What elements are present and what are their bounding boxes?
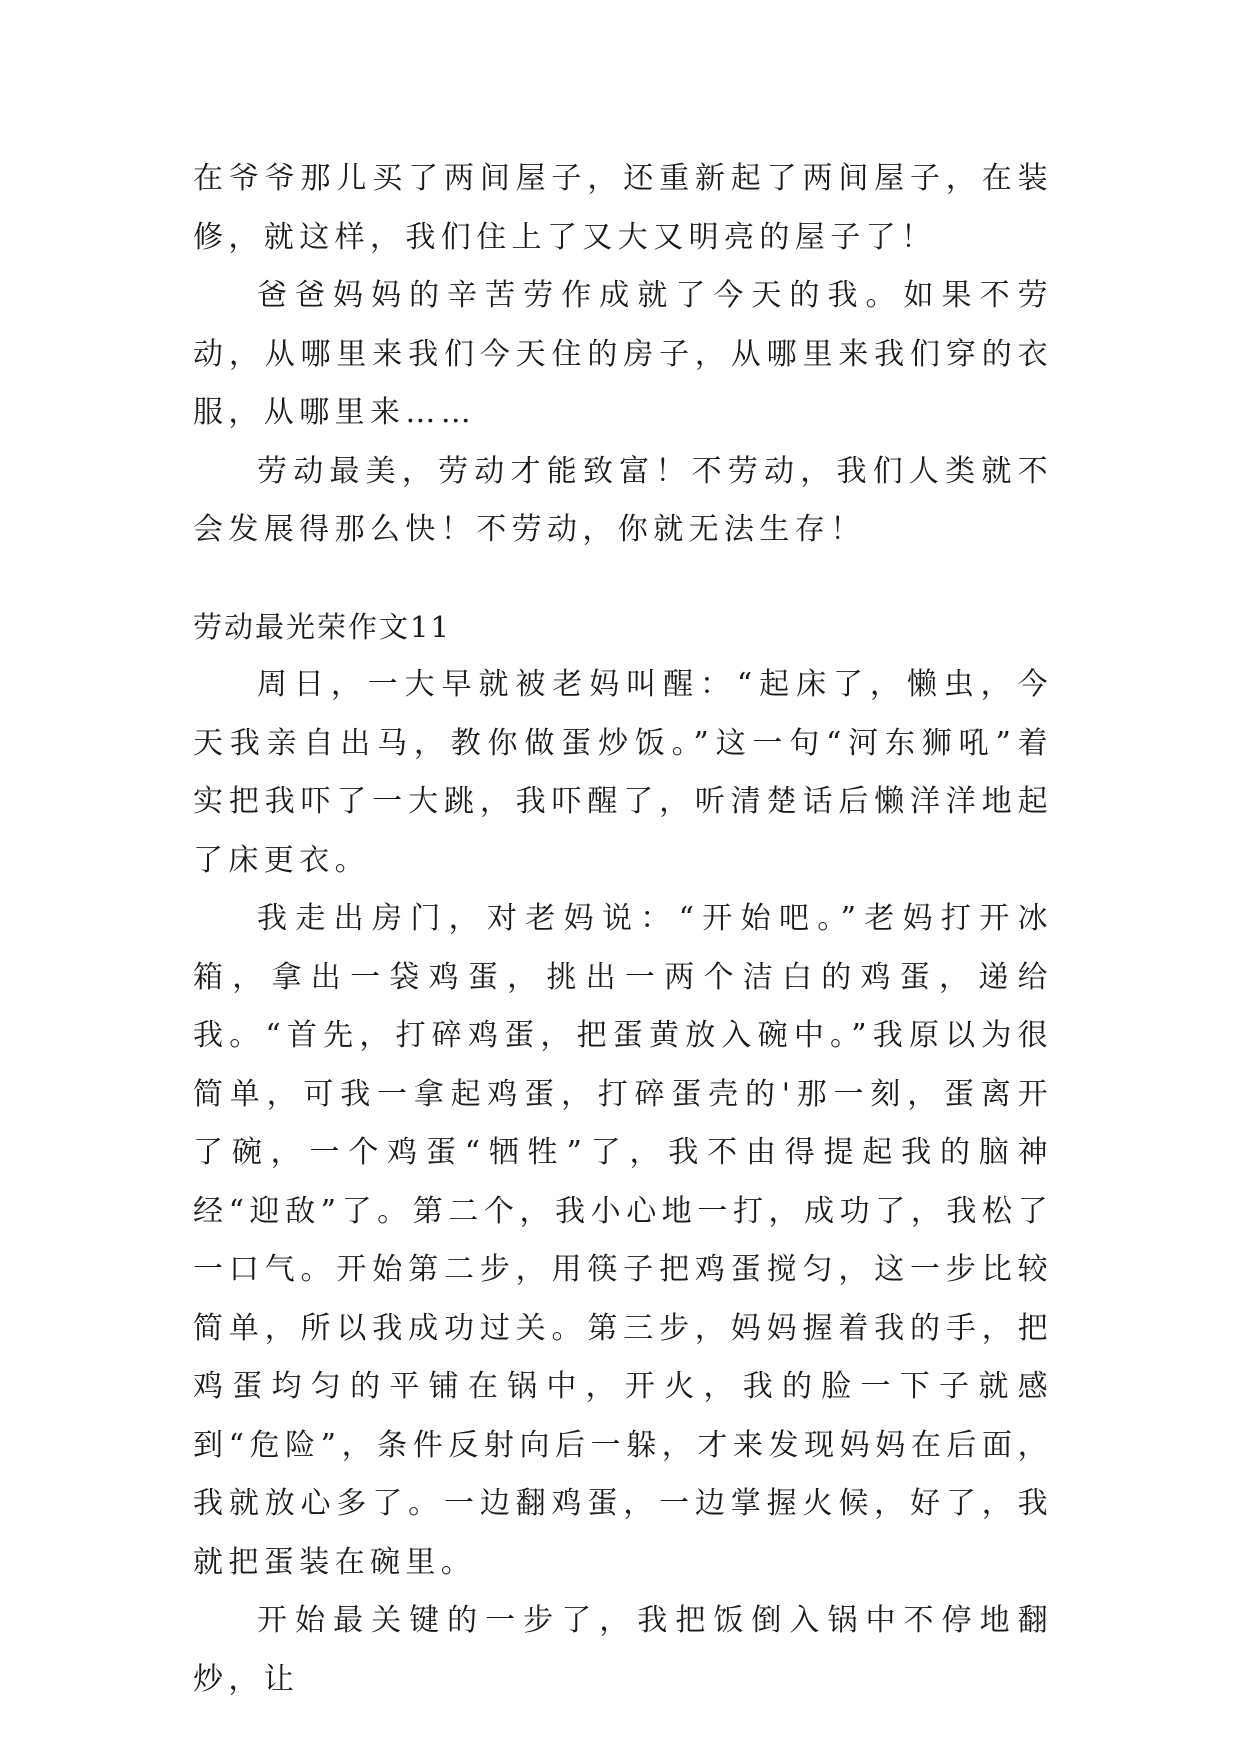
paragraph: 周日，一大早就被老妈叫醒：“起床了，懒虫，今天我亲自出马，教你做蛋炒饭。”这一句“河东狮吼”着实把我吓了一大跳，我吓醒了，听清楚话后懒洋洋地起了床更衣。	[193, 667, 1053, 878]
paragraph-truncated: 开始最关键的一步了，我把饭倒入锅中不停地翻炒，让	[193, 1603, 1053, 1697]
paragraph: 我走出房门，对老妈说：“开始吧。”老妈打开冰箱，拿出一袋鸡蛋，挑出一两个洁白的鸡蛋，递给我。“首先，打碎鸡蛋，把蛋黄放入碗中。”我原以为很简单，可我一拿起鸡蛋，打碎蛋壳的'那一刻，蛋离开了碗，一个鸡蛋“牺牲”了，我不由得提起我的脑神经“迎敌”了。第二个，我小心地一打，成功了，我松了一口气。开始第二步，用筷子把鸡蛋搅匀，这一步比较简单，所以我成功过关。第三步，妈妈握着我的手，把鸡蛋均匀的平铺在锅中，开火，我的脸一下子就感到“危险”，条件反射向后一躲，才来发现妈妈在后面，我就放心多了。一边翻鸡蛋，一边掌握火候，好了，我就把蛋装在碗里。	[193, 901, 1053, 1580]
paragraph-continued: 在爷爷那儿买了两间屋子，还重新起了两间屋子，在装修，就这样，我们住上了又大又明亮的屋子了！	[193, 161, 1053, 255]
paragraph: 爸爸妈妈的辛苦劳作成就了今天的我。如果不劳动，从哪里来我们今天住的房子，从哪里来我们穿的衣服，从哪里来……	[193, 278, 1053, 430]
document-page	[193, 150, 1053, 1709]
section-title: 劳动最光荣作文11	[193, 609, 451, 644]
section-spacer	[193, 560, 1053, 598]
paragraph: 劳动最美，劳动才能致富！不劳动，我们人类就不会发展得那么快！不劳动，你就无法生存！	[193, 453, 1053, 547]
